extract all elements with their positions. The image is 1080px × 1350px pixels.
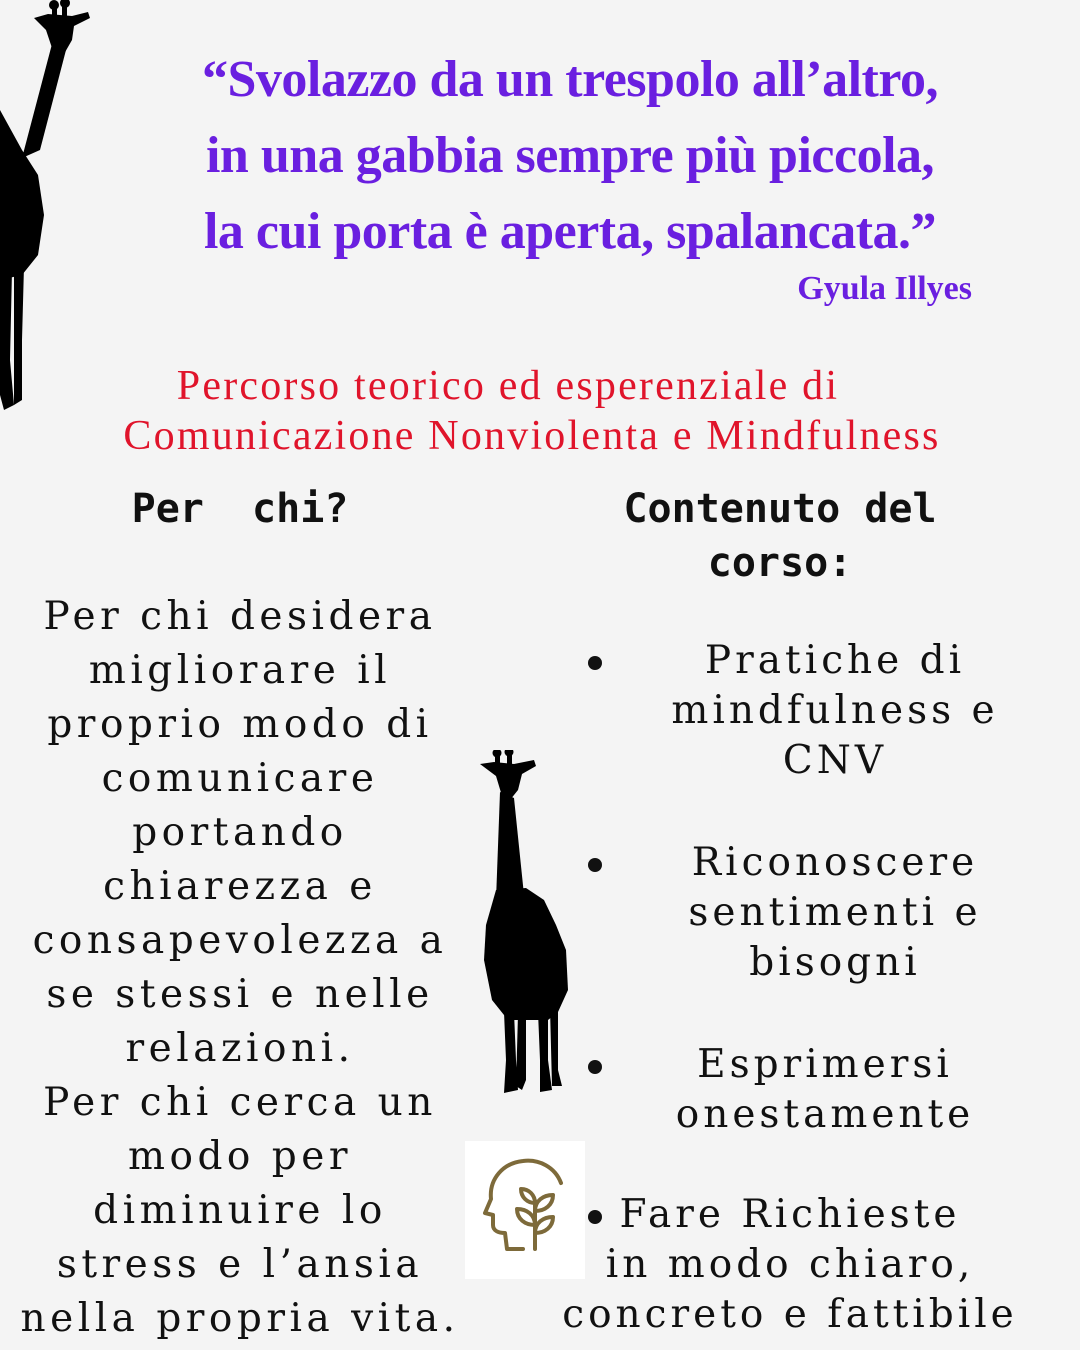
left-text-line: proprio modo di	[47, 702, 433, 747]
left-text-line: Per chi cerca un	[43, 1080, 437, 1125]
left-body-text	[0, 590, 480, 1346]
quote-line-3: la cui porta è aperta, spalancata.”	[203, 203, 937, 260]
left-heading: Per chi?	[131, 486, 349, 532]
right-heading-line-2: corso:	[707, 540, 853, 586]
quote-author: Gyula Illyes	[797, 270, 972, 307]
right-heading-line-1: Contenuto del	[623, 486, 937, 532]
giraffe-silhouette-middle-icon	[478, 750, 578, 1095]
subtitle-line-2: Comunicazione Nonviolenta e Mindfulness	[123, 413, 941, 459]
left-text-line: chiarezza e	[103, 864, 377, 909]
list-item-text: Pratiche di mindfulness e CNV	[671, 638, 999, 783]
left-text-line: comunicare	[101, 756, 379, 801]
left-text-line: relazioni.	[125, 1026, 355, 1071]
left-text-line: nella propria vita.	[20, 1296, 460, 1341]
left-text-line: Per chi desidera	[43, 594, 437, 639]
left-text-line: se stessi e nelle	[46, 972, 434, 1017]
list-item-text: Esprimersi onestamente	[675, 1042, 975, 1137]
bullet-point	[588, 858, 602, 872]
left-text-line: diminuire lo	[93, 1188, 387, 1233]
left-text-line: stress e l’ansia	[56, 1242, 424, 1287]
head-with-plant-icon	[465, 1141, 585, 1279]
left-text-line: portando	[132, 810, 348, 855]
quote-line-1: “Svolazzo da un trespolo all’altro,	[201, 51, 939, 108]
list-item-text: Fare Richieste in modo chiaro, concreto e fattibile	[562, 1192, 1018, 1337]
quote-line-2: in una gabbia sempre più piccola,	[205, 127, 935, 184]
list-item-text: Riconoscere sentimenti e bisogni	[688, 840, 982, 985]
mind-growth-icon-box	[465, 1141, 585, 1279]
bullet-point	[588, 656, 602, 670]
left-text-line: migliorare il	[88, 648, 392, 693]
left-text-line: modo per	[128, 1134, 352, 1179]
subtitle-line-1: Percorso teorico ed esperenziale di	[176, 363, 840, 409]
left-text-line: consapevolezza a	[32, 918, 448, 963]
